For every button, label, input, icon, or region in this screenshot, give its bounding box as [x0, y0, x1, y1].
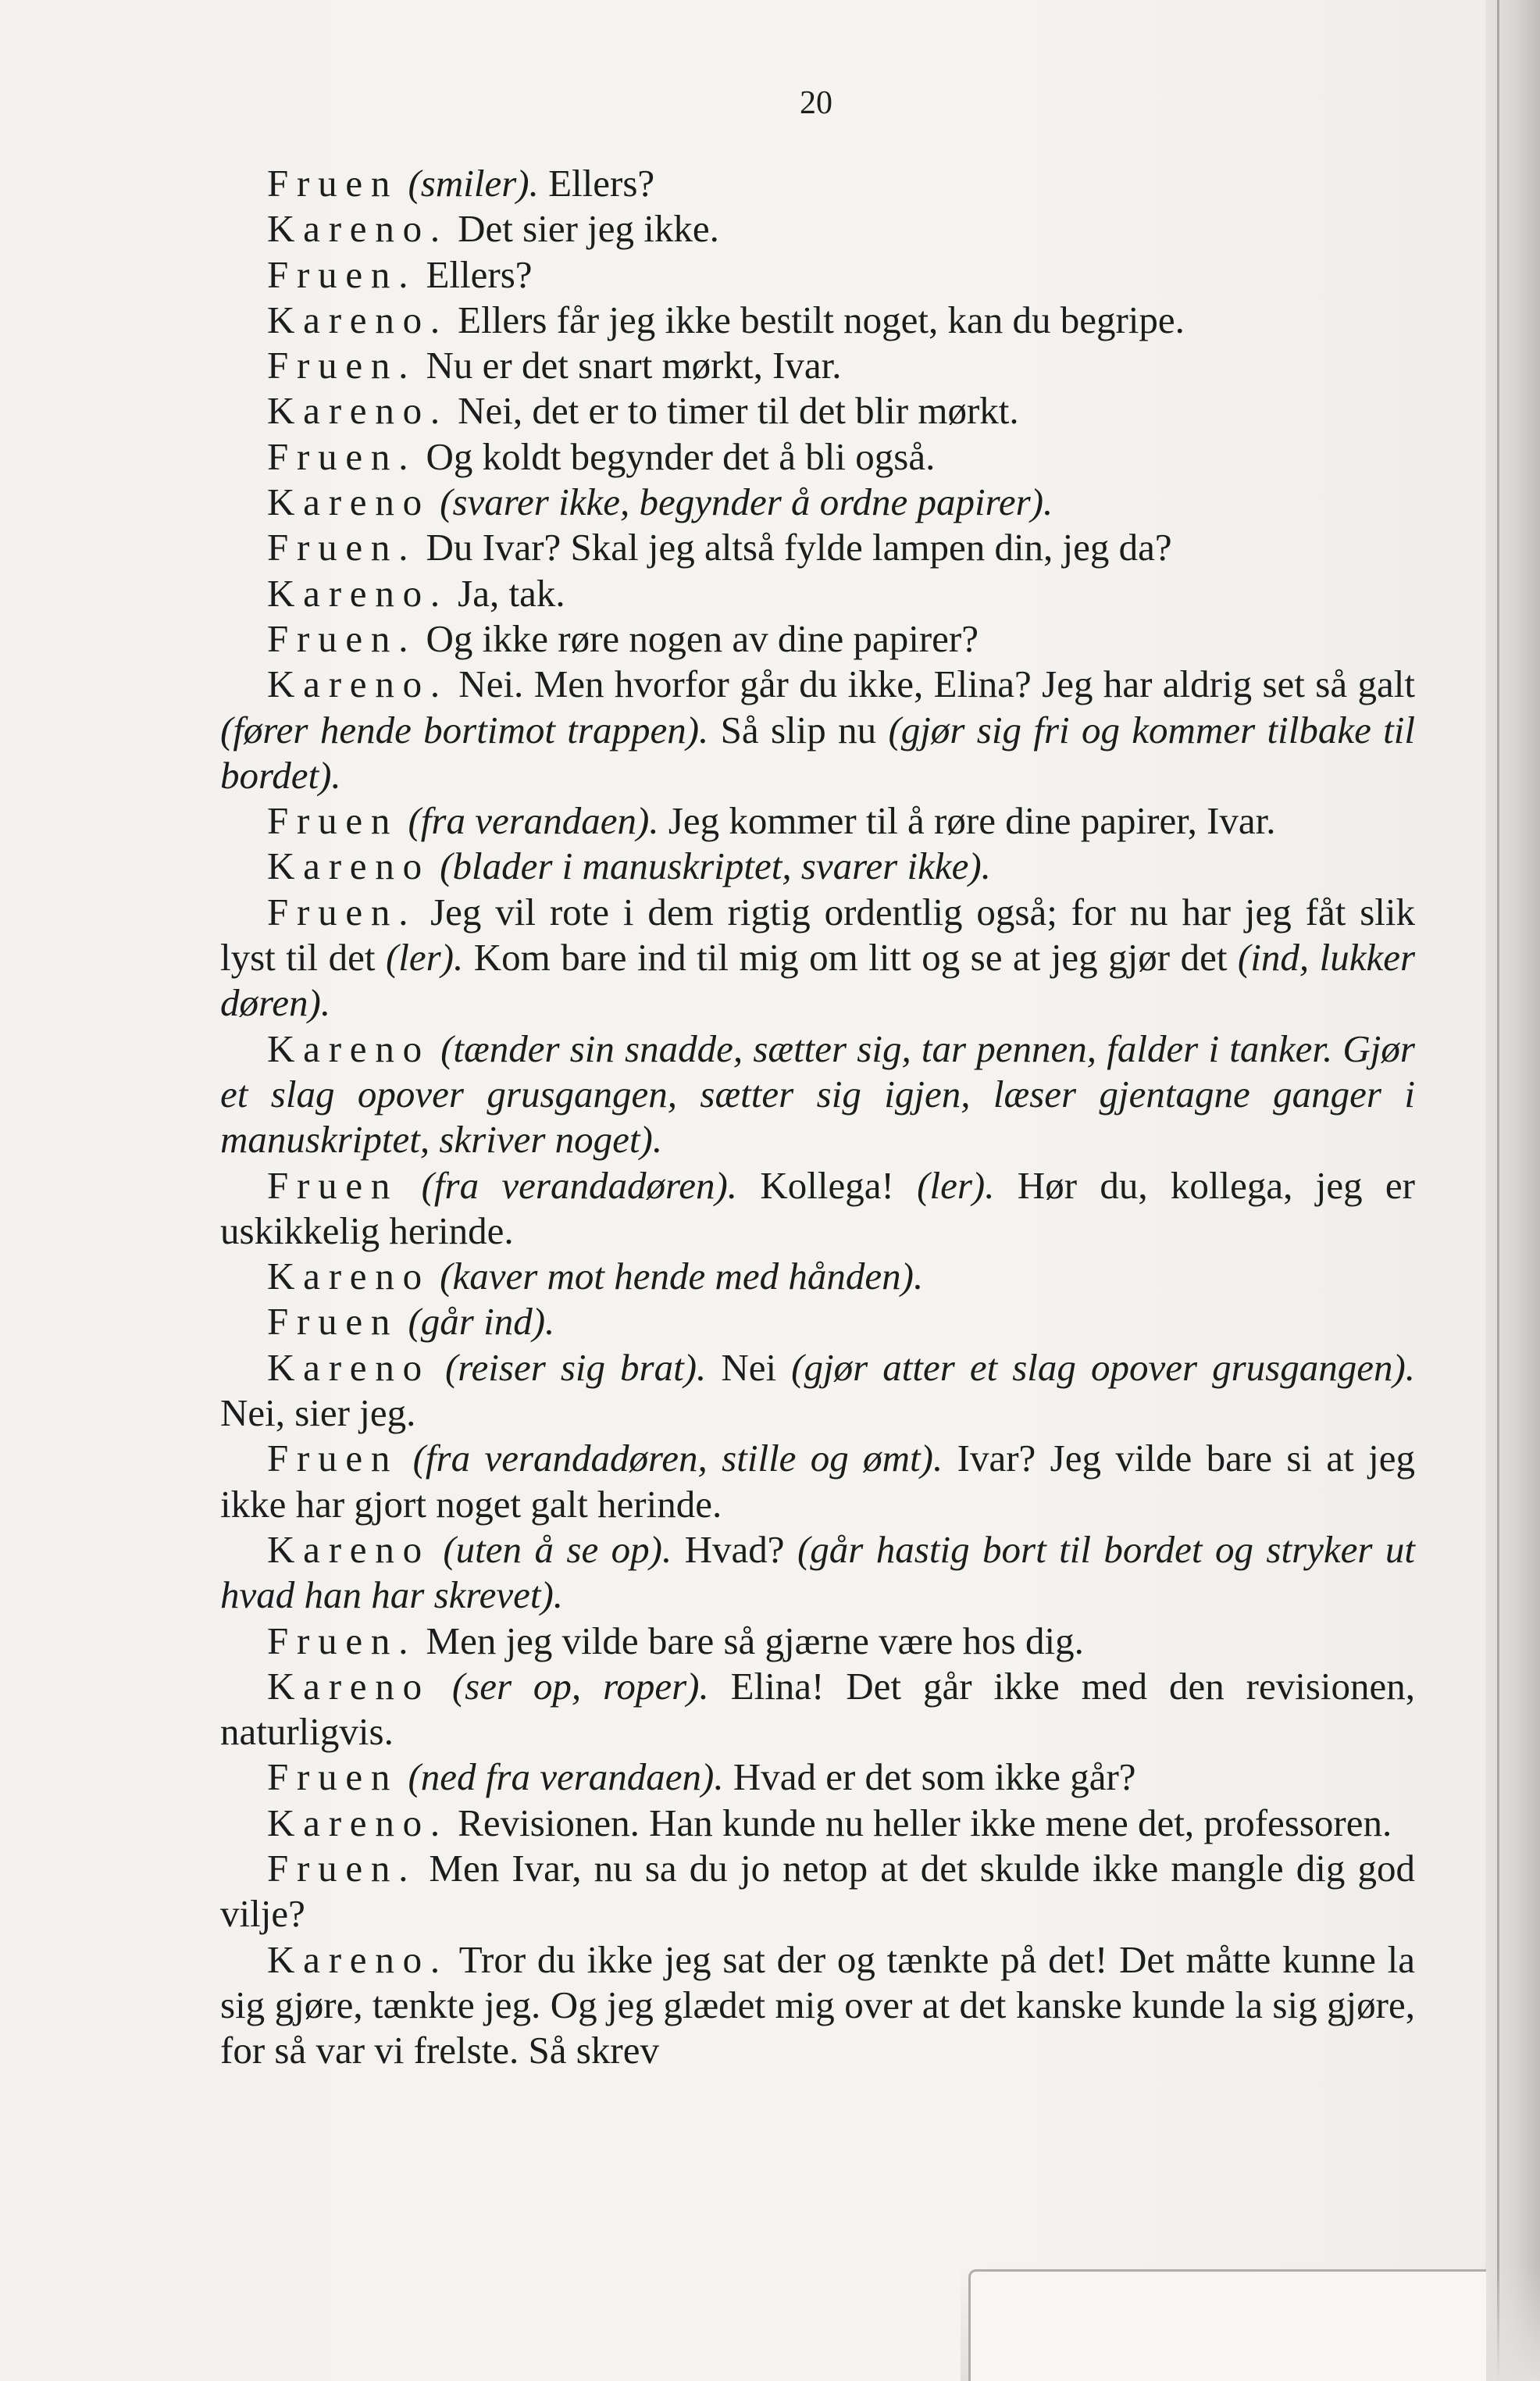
dialogue-paragraph: [220, 662, 1415, 798]
speaker-name: Fruen.: [267, 616, 417, 660]
stage-direction: (går ind).: [408, 1300, 555, 1344]
speaker-name: Fruen: [267, 1755, 399, 1799]
stage-direction: (går hastig bort til bordet og stryker ut hvad han har skrevet).: [220, 1527, 1416, 1617]
dialogue-paragraph: [220, 616, 1415, 662]
dialogue-line: [430, 1528, 443, 1571]
stage-direction: (kaver mot hende med hånden).: [440, 1255, 924, 1298]
dialogue-paragraph: [220, 1299, 1415, 1344]
speaker-name: Fruen.: [267, 890, 417, 933]
dialogue-line: Hør du, kollega, jeg er uskikkelig herinde.: [220, 1163, 1416, 1252]
dialogue-line: Ivar? Jeg vilde bare si at jeg ikke har gjort noget galt herinde.: [220, 1437, 1416, 1526]
page-number: 20: [800, 85, 832, 121]
dialogue-line: [398, 1164, 421, 1207]
dialogue-line: Ellers?: [538, 162, 655, 205]
dialogue-paragraph: [220, 1937, 1415, 2074]
speaker-name: Kareno: [267, 844, 430, 888]
dialogue-line: Nu er det snart mørkt, Ivar.: [416, 344, 842, 387]
dialogue-paragraph: [220, 1527, 1415, 1619]
dialogue-line: [430, 844, 440, 887]
speaker-name: Kareno: [267, 1345, 430, 1389]
stage-direction: (ler).: [917, 1163, 995, 1207]
page-edge-line: [1497, 0, 1499, 2381]
dialogue-line: Det sier jeg ikke.: [447, 207, 719, 251]
dialogue-paragraph: [220, 1755, 1415, 1800]
speaker-name: Kareno.: [267, 389, 448, 433]
dialogue-paragraph: [220, 298, 1415, 343]
dialogue-paragraph: [220, 480, 1415, 525]
stage-direction: (uten å se op).: [443, 1527, 672, 1571]
dialogue-line: Hvad er det som ikke går?: [723, 1755, 1136, 1799]
stage-direction: (gjør sig fri og kommer tilbake til bordet).: [220, 708, 1415, 797]
speaker-name: Kareno.: [267, 207, 448, 251]
dialogue-line: [398, 799, 408, 842]
speaker-name: Kareno: [267, 1026, 430, 1070]
speaker-name: Fruen.: [267, 434, 417, 478]
paper-tab: [968, 2269, 1486, 2381]
dialogue-line: Elina! Det går ikke med den revisionen, naturligvis.: [220, 1664, 1416, 1754]
dialogue-line: Jeg kommer til å røre dine papirer, Ivar.: [658, 799, 1276, 843]
dialogue-line: [430, 1665, 452, 1708]
dialogue-paragraph: [220, 1026, 1415, 1163]
speaker-name: Kareno: [267, 1255, 430, 1298]
dialogue-paragraph: [220, 1254, 1415, 1299]
dialogue-line: Ja, tak.: [447, 571, 565, 615]
speaker-name: Fruen: [267, 1163, 399, 1207]
dialogue-paragraph: [220, 1846, 1415, 1937]
dialogue-line: Jeg vil rote i dem rigtig ordentlig også; for nu har jeg fåt slik lyst til det: [220, 890, 1415, 980]
dialogue-line: Og ikke røre nogen av dine papirer?: [416, 616, 979, 660]
dialogue-paragraph: [220, 252, 1415, 298]
dialogue-paragraph: [220, 798, 1415, 844]
speaker-name: Kareno.: [267, 662, 448, 706]
speaker-name: Kareno.: [267, 1801, 448, 1844]
dialogue-line: Nei, sier jeg.: [220, 1391, 416, 1435]
speaker-name: Fruen.: [267, 344, 417, 387]
speaker-name: Fruen.: [267, 252, 417, 296]
stage-direction: (ser op, roper).: [451, 1664, 709, 1708]
stage-direction: (ind, lukker døren).: [220, 936, 1416, 1025]
dialogue-line: [398, 1437, 412, 1480]
dialogue-line: [430, 1346, 445, 1389]
dialogue-line: [398, 1755, 408, 1798]
dialogue-paragraph: [220, 1163, 1415, 1255]
dialogue-paragraph: [220, 161, 1415, 206]
speaker-name: Fruen: [267, 799, 399, 843]
speaker-name: Fruen.: [267, 1846, 417, 1890]
dialogue-line: [430, 1027, 440, 1070]
stage-direction: (gjør atter et slag opover grusgangen).: [791, 1345, 1416, 1389]
dialogue-paragraph: [220, 206, 1415, 252]
dialogue-line: Men jeg vilde bare så gjærne være hos dig.: [416, 1619, 1084, 1662]
stage-direction: (blader i manuskriptet, svarer ikke).: [440, 844, 991, 888]
dialogue-line: [430, 1255, 440, 1298]
dialogue-paragraph: [220, 1345, 1415, 1437]
dialogue-line: [398, 1300, 408, 1343]
dialogue-paragraph: [220, 1664, 1415, 1755]
dialogue-paragraph: [220, 844, 1415, 889]
dialogue-paragraph: [220, 571, 1415, 616]
dialogue-line: Ellers får jeg ikke bestilt noget, kan du begripe.: [447, 298, 1185, 341]
dialogue-paragraph: [220, 525, 1415, 570]
dialogue-line: Du Ivar? Skal jeg altså fylde lampen din, jeg da?: [416, 526, 1172, 569]
dialogue-line: Nei. Men hvorfor går du ikke, Elina? Jeg har aldrig set så galt: [447, 662, 1415, 706]
stage-direction: (ned fra verandaen).: [408, 1755, 724, 1799]
stage-direction: (fra verandaen).: [408, 799, 659, 843]
dialogue-line: Tror du ikke jeg sat der og tænkte på det! Det måtte kunne la sig gjøre, tænkte jeg. Og jeg glædet mig over at det kanske kunde la sig gjøre, for så var vi frelste. Så skrev: [220, 1937, 1415, 2072]
stage-direction: (smiler).: [408, 162, 539, 205]
dialogue-line: Hvad?: [672, 1527, 797, 1571]
dialogue-line: [398, 162, 408, 205]
speaker-name: Fruen: [267, 162, 399, 205]
dialogue-line: Nei: [706, 1345, 792, 1389]
dialogue-paragraph: [220, 434, 1415, 480]
stage-direction: (svarer ikke, begynder å ordne papirer).: [440, 480, 1053, 524]
speaker-name: Fruen: [267, 1437, 399, 1480]
dialogue-paragraph: [220, 343, 1415, 388]
stage-direction: (fra verandadøren).: [421, 1163, 738, 1207]
dialogue-line: Ellers?: [416, 252, 533, 296]
speaker-name: Kareno: [267, 1527, 430, 1571]
dialogue-line: Kollega!: [737, 1163, 918, 1207]
dialogue-paragraph: [220, 1801, 1415, 1846]
dialogue-line: Kom bare ind til mig om litt og se at jeg gjør det: [463, 936, 1238, 980]
stage-direction: (reiser sig brat).: [444, 1345, 707, 1389]
dialogue-line: Nei, det er to timer til det blir mørkt.: [447, 389, 1019, 433]
dialogue-paragraph: [220, 1436, 1415, 1527]
stage-direction: (fører hende bortimot trappen).: [220, 708, 709, 751]
speaker-name: Kareno: [267, 1664, 430, 1708]
stage-direction: (ler).: [385, 936, 464, 980]
dialogue-line: Revisionen. Han kunde nu heller ikke mene det, professoren.: [447, 1801, 1392, 1844]
dialogue-line: [430, 480, 440, 523]
stage-direction: (fra verandadøren, stille og ømt).: [412, 1437, 943, 1480]
speaker-name: Fruen.: [267, 526, 417, 569]
stage-direction: (tænder sin snadde, sætter sig, tar pennen, falder i tanker. Gjør et slag opover grusgangen, sætter sig igjen, læser gjentagne ganger i manuskriptet, skriver noget).: [220, 1026, 1415, 1162]
speaker-name: Kareno.: [267, 1937, 448, 1981]
dialogue-line: Men Ivar, nu sa du jo netop at det skulde ikke mangle dig god vilje?: [220, 1846, 1415, 1936]
speaker-name: Fruen: [267, 1300, 399, 1344]
dialogue-paragraph: [220, 1619, 1415, 1664]
speaker-name: Fruen.: [267, 1619, 417, 1662]
dialogue-paragraph: [220, 890, 1415, 1026]
dialogue-line: Og koldt begynder det å bli også.: [416, 434, 936, 478]
speaker-name: Kareno.: [267, 571, 448, 615]
speaker-name: Kareno.: [267, 298, 448, 341]
dialogue-text: [220, 161, 1415, 2073]
dialogue-line: Så slip nu: [708, 708, 889, 751]
speaker-name: Kareno: [267, 480, 430, 524]
dialogue-paragraph: [220, 388, 1415, 434]
page-edge: [1485, 0, 1540, 2381]
